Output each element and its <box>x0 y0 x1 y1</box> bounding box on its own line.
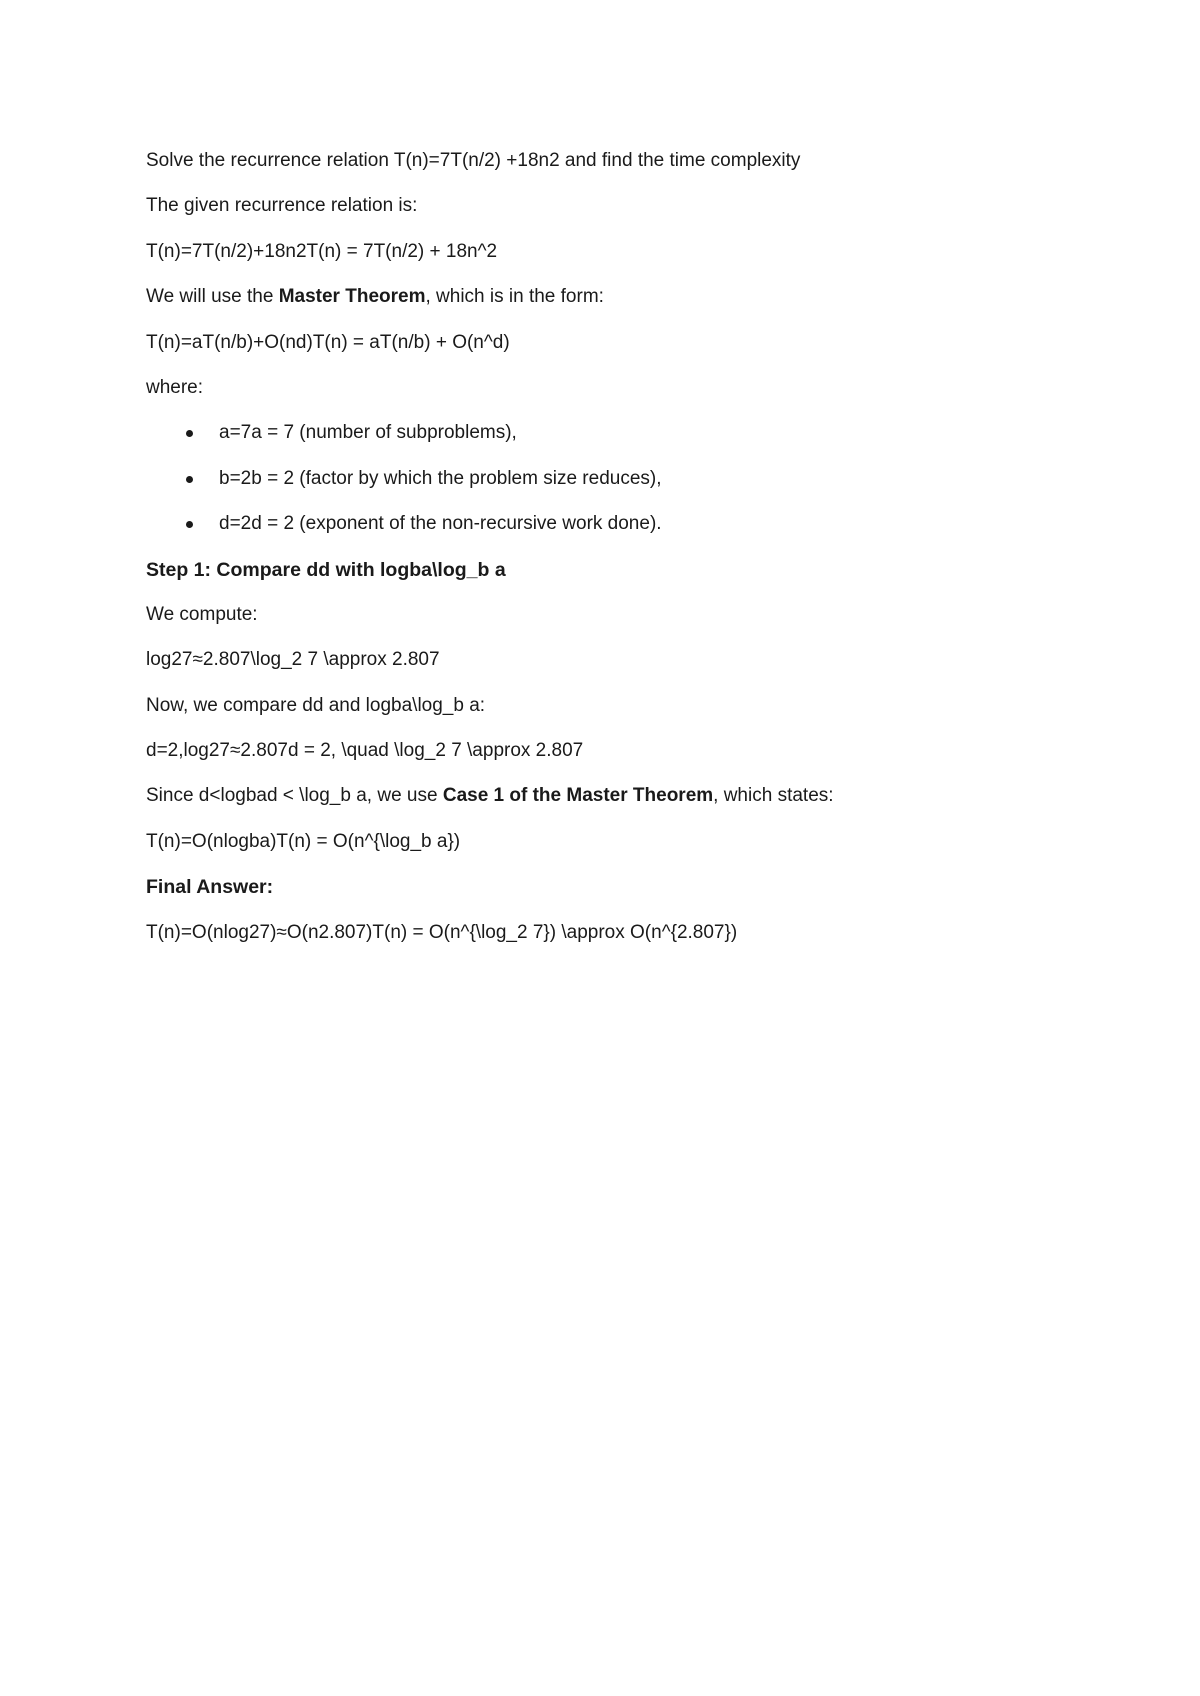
compare-intro: Now, we compare dd and logba\log_b a: <box>146 694 486 716</box>
given-intro: The given recurrence relation is: <box>146 195 418 217</box>
since-statement <box>146 783 1106 809</box>
compare-equation: d=2,log27≈2.807d = 2, \quad \log_2 7 \approx 2.807 <box>146 740 584 762</box>
since-pre-text: Since d<logbad < \log_b a, we use <box>146 785 443 807</box>
bullet-dot-icon <box>186 521 193 528</box>
compute-intro: We compute: <box>146 603 258 625</box>
problem-statement: Solve the recurrence relation T(n)=7T(n/2) +18n2 and find the time complexity <box>146 150 801 171</box>
list-item <box>146 466 1106 492</box>
document-content <box>146 148 1106 965</box>
list-item-text: d=2d = 2 (exponent of the non-recursive work done). <box>219 513 662 535</box>
compute-equation: log27≈2.807\log_2 7 \approx 2.807 <box>146 649 440 671</box>
master-equation: T(n)=aT(n/b)+O(nd)T(n) = aT(n/b) + O(n^d) <box>146 331 510 353</box>
master-theorem-intro <box>146 284 1106 310</box>
master-theorem-bold: Master Theorem <box>278 286 426 308</box>
where-label: where: <box>146 376 204 398</box>
list-item-text: a=7a = 7 (number of subproblems), <box>219 422 517 444</box>
parameter-list <box>146 420 1106 537</box>
bullet-dot-icon <box>186 430 193 437</box>
bullet-dot-icon <box>186 476 193 483</box>
given-equation: T(n)=7T(n/2)+18n2T(n) = 7T(n/2) + 18n^2 <box>146 240 498 262</box>
master-post-text: , which is in the form: <box>425 286 604 308</box>
final-equation: T(n)=O(nlog27)≈O(n2.807)T(n) = O(n^{\log_2 7}) \approx O(n^{2.807}) <box>146 921 738 943</box>
list-item-text: b=2b = 2 (factor by which the problem size reduces), <box>219 467 662 489</box>
case-equation: T(n)=O(nlogba)T(n) = O(n^{\log_b a}) <box>146 830 461 852</box>
list-item <box>146 511 1106 537</box>
list-item <box>146 420 1106 446</box>
final-answer-heading: Final Answer: <box>146 876 274 899</box>
step1-heading: Step 1: Compare dd with logba\log_b a <box>146 558 506 581</box>
master-pre-text: We will use the <box>146 286 279 308</box>
case1-bold: Case 1 of the Master Theorem <box>442 785 714 807</box>
since-post-text: , which states: <box>713 785 834 807</box>
